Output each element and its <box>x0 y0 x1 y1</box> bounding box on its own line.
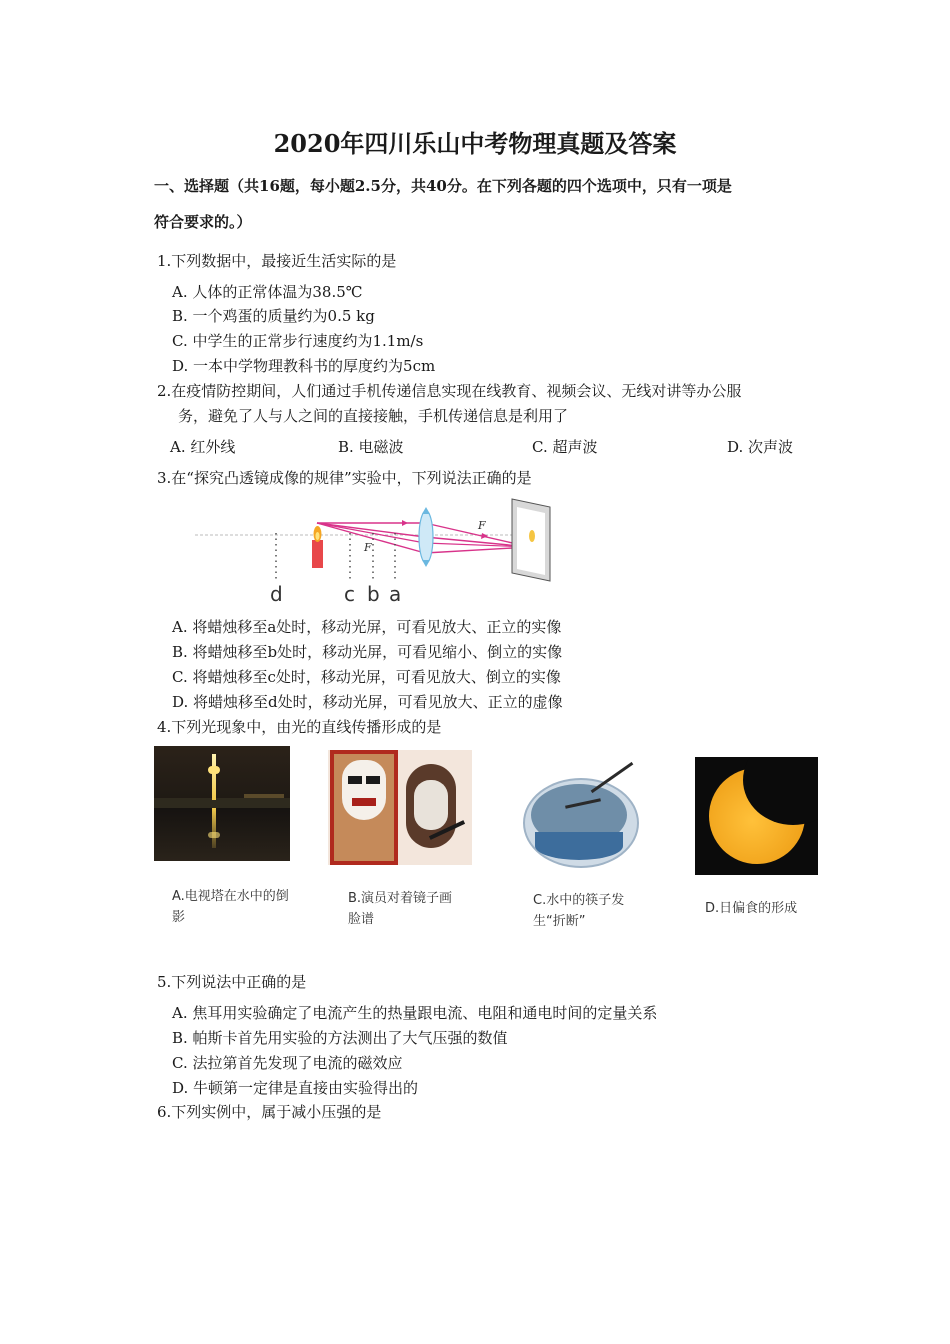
page-title: 2020年四川乐山中考物理真题及答案 <box>273 129 677 158</box>
question-3-option-c: C. 将蜡烛移至c处时，移动光屏，可看见放大、倒立的实像 <box>172 668 561 686</box>
caption-d: D.日偏食的形成 <box>705 901 798 916</box>
question-3-option-d: D. 将蜡烛移至d处时，移动光屏，可看见放大、正立的虚像 <box>172 693 563 711</box>
light-screen <box>512 499 550 581</box>
position-label-b: b <box>367 582 380 606</box>
question-5-option-d: D. 牛顿第一定律是直接由实验得出的 <box>172 1079 419 1097</box>
question-3-option-b: B. 将蜡烛移至b处时，移动光屏，可看见缩小、倒立的实像 <box>172 643 563 661</box>
position-label-a: a <box>389 582 402 606</box>
caption-a: A.电视塔在水中的倒影 <box>172 889 289 925</box>
focus-label-right: F <box>478 519 486 532</box>
convex-lens-diagram <box>190 495 570 607</box>
question-6-stem: 6.下列实例中，属于减小压强的是 <box>157 1103 382 1121</box>
tv-tower-reflection-image <box>154 746 290 861</box>
candle-icon <box>312 526 323 568</box>
question-4-stem: 4.下列光现象中，由光的直线传播形成的是 <box>157 718 442 736</box>
question-2-option-d: D. 次声波 <box>727 438 794 456</box>
question-2-option-c: C. 超声波 <box>532 438 598 456</box>
opera-mask-mirror-image <box>328 750 472 865</box>
question-1-stem: 1.下列数据中，最接近生活实际的是 <box>157 252 397 270</box>
solar-eclipse-image <box>695 757 818 875</box>
question-5-option-b: B. 帕斯卡首先用实验的方法测出了大气压强的数值 <box>172 1029 508 1047</box>
question-1-option-a: A. 人体的正常体温为38.5℃ <box>172 283 363 301</box>
caption-c: C.水中的筷子发生“折断” <box>533 893 625 929</box>
question-1-option-d: D. 一本中学物理教科书的厚度约为5cm <box>172 357 436 375</box>
question-2-stem-line1: 2.在疫情防控期间，人们通过手机传递信息实现在线教育、视频会议、无线对讲等办公服 <box>157 382 742 400</box>
question-2-option-b: B. 电磁波 <box>338 438 404 456</box>
question-5-option-c: C. 法拉第首先发现了电流的磁效应 <box>172 1054 403 1072</box>
question-3-stem: 3.在“探究凸透镜成像的规律”实验中，下列说法正确的是 <box>157 469 532 487</box>
convex-lens <box>419 507 433 567</box>
section-heading-line1: 一、选择题（共16题，每小题2.5分，共40分。在下列各题的四个选项中，只有一项是 <box>154 177 732 195</box>
position-label-c: c <box>344 582 355 606</box>
question-3-option-a: A. 将蜡烛移至a处时，移动光屏，可看见放大、正立的实像 <box>172 618 562 636</box>
question-1-option-c: C. 中学生的正常步行速度约为1.1m/s <box>172 332 424 350</box>
chopstick-in-water-image <box>517 754 645 868</box>
question-1-option-b: B. 一个鸡蛋的质量约为0.5 kg <box>172 307 375 325</box>
focus-label-left: F <box>364 541 372 554</box>
question-2-stem-line2: 务，避免了人与人之间的直接接触，手机传递信息是利用了 <box>178 407 569 425</box>
caption-b: B.演员对着镜子画脸谱 <box>348 891 453 927</box>
question-5-stem: 5.下列说法中正确的是 <box>157 973 307 991</box>
question-5-option-a: A. 焦耳用实验确定了电流产生的热量跟电流、电阻和通电时间的定量关系 <box>172 1004 658 1022</box>
section-heading-line2: 符合要求的。） <box>154 213 252 231</box>
question-2-option-a: A. 红外线 <box>170 438 236 456</box>
position-label-d: d <box>270 582 283 606</box>
